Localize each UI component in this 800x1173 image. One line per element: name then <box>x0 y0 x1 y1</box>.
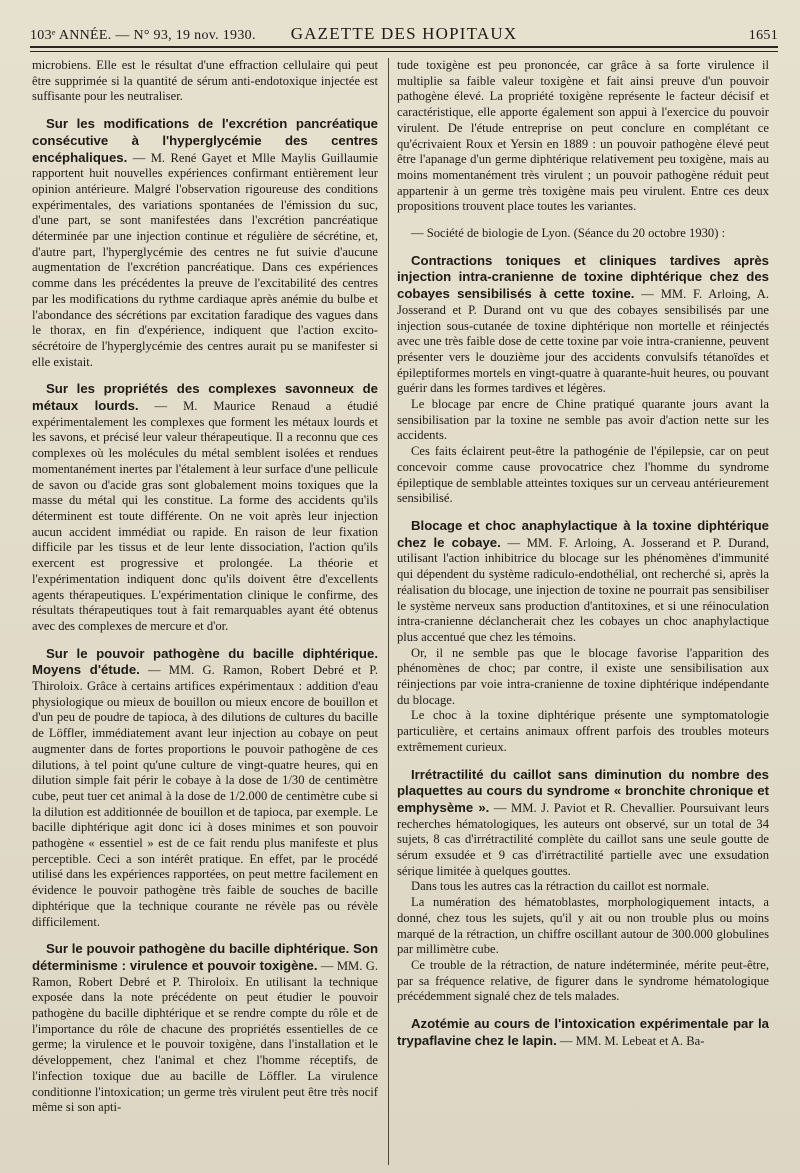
section-body: — MM. G. Ramon, Robert Debré et P. Thiroloix. Grâce à certains artifices expérimentaux : addition d'eau physiologique ou mieux de bouillon ou mieux encore de bouillon et d'un peu de poudre de tapioca, à des dilutions de cultures du bacille de Löffler, immédiatement avant leur injection au cobaye on peut augmenter dans de fortes proportions le pouvoir pathogène de ces dilutions, à tel point qu'une culture de vingt-quatre heures, qui en dilution simple fait périr le cobaye à la dose de 1/30 de centimètre cube, peut tuer cet animal à la dose de 1/2.000 de centimètre cube si la dilution est additionnée de bouillon et de tapioca, par exemple. Le bacille diphtérique agit donc ici à doses minimes et son pouvoir pathogène « essentiel » est de ce fait rendu plus manifeste et plus perceptible. Ceci a son intérêt pratique. En effet, par le procédé utilisé dans les expériences rapportées, on peut mettre facilement en évidence le pouvoir pathogène très faible de souches de bacille diphtérique que la technique courante ne révèle pas ou révèle difficilement. <box>32 663 378 929</box>
column-divider <box>388 58 389 1165</box>
section-body: — MM. J. Paviot et R. Chevallier. Poursuivant leurs recherches hématologiques, les auteurs ont observé, sur un total de 34 sujets, 8 cas d'irrétractilité complète du caillot sans une seule goutte de sérum exsudée et 9 cas d'irrétractilité partielle avec une exsudation sérique limitée à quelques gouttes. <box>397 800 769 878</box>
section-contractions <box>397 253 769 397</box>
issue-info: 103ᵉ ANNÉE. — N° 93, 19 nov. 1930. <box>30 28 256 43</box>
right-column <box>397 58 769 1168</box>
section-body: — MM. F. Arloing, A. Josserand et P. Durand ont vu que des cobayes sensibilisés par une injection sous-cutanée de toxine diphtérique non mortelle et réinjectés avec une très faible dose de cette toxine par voie intra-cranienne, peuvent présenter vers le douzième jour des accidents convulsifs tétanoïdes et épileptiformes mortels en vingt-quatre à quarante-huit heures, ou pouvant guérir dans les formes tardives et légères. <box>397 287 769 396</box>
section-title: Sur les modifications de l'excrétion pancréatique consécutive à l'hyperglycémie des centres encéphaliques. <box>32 116 378 165</box>
continued-paragraph: tude toxigène est peu prononcée, car grâce à sa forte virulence il multiplie sa faible valeur toxigène et fait ainsi preuve d'un pouvoir pathogène élevé. La propriété toxigène représente le facteur décisif et caractéristique, elle apporte également son appui à l'exercice du pouvoir virulent. De l'étude entreprise on peut conclure en complétant ce qu'écrivaient Roux et Yersin en 1889 : un pouvoir pathogène élevé peut être l'apanage d'un germe diphtérique relativement peu toxigène, mais au moins momentanément très virulent ; un pouvoir pathogène réduit peut appartenir à un germe très toxigène mais peu virulent. Entre ces deux propositions trouvent place toutes les variantes. <box>397 58 769 214</box>
paragraph: Le choc à la toxine diphtérique présente une symptomatologie particulière, et certains animaux offrent parfois des troubles moteurs extrêmement curieux. <box>397 708 769 754</box>
section-body: — MM. F. Arloing, A. Josserand et P. Durand, utilisant l'action inhibitrice du blocage sur les phénomènes d'immunité qui dépendent du système radiculo-endothélial, ont recherché si, après la réalisation du blocage, une injection de toxine ne pourrait pas sensibiliser le système nerveux sans production d'antitoxines, et si une réinoculation intra-cranienne déclancherait chez les cobayes un choc anaphylactique plus accentué que chez les témoins. <box>397 535 769 644</box>
journal-title: GAZETTE DES HOPITAUX <box>290 24 518 43</box>
page-number: 1651 <box>748 28 778 43</box>
header-rule-thin <box>30 51 778 52</box>
section-title: Blocage et choc anaphylactique à la toxine diphtérique chez le cobaye. <box>397 517 769 550</box>
section-pathogen-determinism <box>32 941 378 1116</box>
section-title: Contractions toniques et cliniques tardives après injection intra-cranienne de toxine diphtérique chez des cobayes sensibilisés à cette toxine. <box>397 252 769 302</box>
section-title: Sur le pouvoir pathogène du bacille diphtérique. Moyens d'étude. <box>32 645 378 678</box>
section-body: — MM. G. Ramon, Robert Debré et P. Thiroloix. En utilisant la technique exposée dans la note précédente on peut étudier le pouvoir pathogène du bacille diphtérique et se rendre compte du rôle et de l'importance du rôle de chacune des propriétés essentielles de ce germe; la virulence et le pouvoir toxigène, dans l'installation et le développement, chez l'animal et chez l'homme réceptifs, de l'infection toxique due au bacille de Löffler. La virulence conditionne l'intoxication; un germe très virulent peut être très nocif même si son apti- <box>32 958 378 1115</box>
society-heading: — Société de biologie de Lyon. (Séance du 20 octobre 1930) : <box>411 226 726 241</box>
page-header <box>30 14 778 44</box>
section-caillot <box>397 767 769 880</box>
section-body: — M. Maurice Renaud a étudié expérimentalement les complexes que forment les métaux lourds et les savons, et précisé leur valeur thérapeutique. Il a reconnu que ces complexes où les molécules du métal semblent isolées et rendues momentanément inertes par l'étalement à leur surface d'une pellicule de savon ou d'acide gras sont globalement moins toxiques que la masse du métal qui les constitue. La forme des accidents qu'ils déterminent est toute différente. On ne voit après leur injection aucun accident immédiat ou rapide. En raison de leur fixation difficile par les tissus et de leur lente dissociation, l'action qu'ils exercent est progressive et prolongée. La théorie et l'expérimentation indiquent donc qu'ils doivent être d'excellents agents thérapeutiques. L'expérimentation clinique le confirme, des résultats thérapeutiques tout à fait remarquables ayant été obtenus avec des complexes de mercure et d'or. <box>32 399 378 633</box>
section-body: — M. René Gayet et Mlle Maylis Guillaumie rapportent huit nouvelles expériences confirmant entièrement leur opinion antérieure. Malgré l'observation rigoureuse des conditions expérimentales, des variations spontanées de l'émission du suc, d'une part, se sont manifestées dans l'excrétion pancréatique déterminée par une injection continue et régulière de sécrétine, et, d'autre part, l'hyperglycémie des centres ne fut suivie d'aucune augmentation de l'excrétion pancréatique. Dans ces expériences comme dans les précédentes la preuve de l'excitabilité des centres par les modifications du rythme cardiaque après anémie du bulbe et l'abondance des sécrétions par excitation faradique des vagues dans le thorax, en fin d'expérience, indiquent que l'action excito-sécrétoire de l'hyperglycémie des centres aurait pu se manifester si elle existait. <box>32 150 378 369</box>
paragraph: Ce trouble de la rétraction, de nature indéterminée, mérite peut-être, par sa fréquence relative, de figurer dans le syndrome hématologique précédemment signalé chez de tels malades. <box>397 957 769 1004</box>
section-pathogen-means <box>32 646 378 931</box>
section-pancreatic <box>32 116 378 370</box>
header-rule-thick <box>30 46 778 48</box>
paragraph: Dans tous les autres cas la rétraction du caillot est normale. <box>411 879 710 894</box>
section-azotemie <box>397 1016 769 1049</box>
left-column <box>32 58 378 1168</box>
section-complexes <box>32 381 378 634</box>
section-title: Sur les propriétés des complexes savonneux de métaux lourds. <box>32 381 378 414</box>
paragraph: Ces faits éclairent peut-être la pathogénie de l'épilepsie, car on peut concevoir comme cause provocatrice chez l'homme du syndrome épileptique de semblable atteintes toxiques sur un cerveau antérieurement sensibilisé. <box>397 444 769 506</box>
section-title: Azotémie au cours de l'intoxication expérimentale par la trypaflavine chez le lapin. <box>397 1016 769 1048</box>
paragraph: La numération des hématoblastes, morphologiquement intacts, a donné, chez tous les sujets, qu'il y ait ou non trouble plus ou moins marqué de la rétraction, un chiffre oscillant autour de 300.000 globulines par millimètre cube. <box>397 895 769 957</box>
section-body: — MM. M. Lebeat et A. Ba- <box>556 1033 705 1048</box>
intro-paragraph: microbiens. Elle est le résultat d'une effraction cellulaire qui peut être supprimée si la quantité de sérum anti-endotoxique injectée est suffisante pour les neutraliser. <box>32 58 378 104</box>
paragraph: Le blocage par encre de Chine pratiqué quarante jours avant la sensibilisation par la toxine ne semble pas avoir d'action nette sur les accidents. <box>397 397 769 443</box>
section-title: Sur le pouvoir pathogène du bacille diphtérique. Son déterminisme : virulence et pouvoir toxigène. <box>32 941 378 973</box>
section-blocage <box>397 518 769 646</box>
section-title: Irrétractilité du caillot sans diminution du nombre des plaquettes au cours du syndrome « bronchite chronique et emphysème ». <box>397 766 769 815</box>
paragraph: Or, il ne semble pas que le blocage favorise l'apparition des phénomènes de choc; par contre, il existe une sensibilisation aux réinjections par voie intra-cranienne de toxine diphtérique indépendante du blocage. <box>397 645 769 707</box>
